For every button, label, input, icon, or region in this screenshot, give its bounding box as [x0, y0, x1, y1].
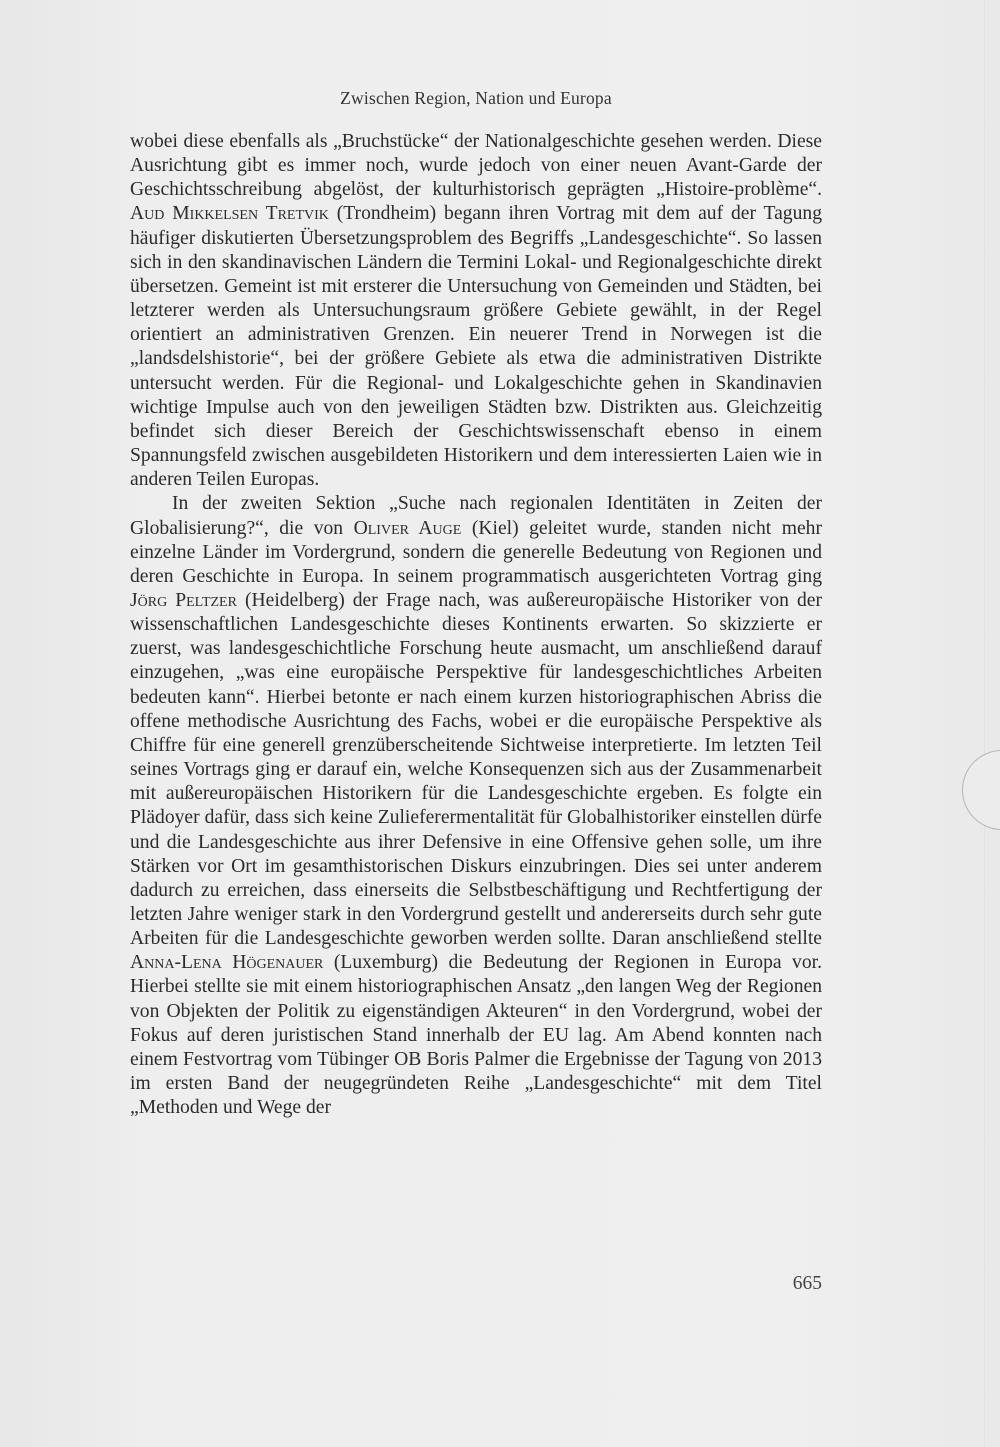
body-text	[130, 130, 822, 1120]
text-segment: (Heidelberg) der Frage nach, was außereuropäische Historiker von der wissenschaftlichen Landesgeschichte dieses Kontinents erwarten. So skizzierte er zuerst, was landesgeschichtliche Forschung heute ausmacht, um anschließend darauf einzugehen, „was eine europäische Perspektive für landesgeschichtliches Arbeiten bedeuten kann“. Hierbei betonte er nach einem kurzen historiographischen Abriss die offene methodische Ausrichtung des Fachs, wobei er die europäische Perspektive als Chiffre für eine generell grenzüberscheitende Sichtweise interpretierte. Im letzten Teil seines Vortrags ging er darauf ein, welche Konsequenzen sich aus der Zusammenarbeit mit außereuropäischen Historikern für die Landesgeschichte ergeben. Es folgte ein Plädoyer dafür, dass sich keine Zulieferermentalität für Globalhistoriker einstellen dürfe und die Landesgeschichte aus ihrer Defensive in eine Offensive gehen solle, um ihre Stärken vor Ort im gesamthistorischen Diskurs einzubringen. Dies sei unter anderem dadurch zu erreichen, dass einerseits die Selbstbeschäftigung und Rechtfertigung der letzten Jahre weniger stark in den Vordergrund gestellt und andererseits durch sehr gute Arbeiten für die Landesgeschichte geworben werden sollte. Daran anschließend stellte	[130, 589, 822, 950]
author-name: Anna-Lena Högenauer	[130, 952, 324, 974]
author-name: Aud Mikkelsen Tretvik	[130, 203, 329, 225]
author-name: Oliver Auge	[353, 517, 462, 539]
text-segment: (Trondheim) begann ihren Vortrag mit dem auf der Tagung häufiger diskutierten Übersetzungsproblem des Begriffs „Landesgeschichte“. So lassen sich in den skandinavischen Ländern die Termini Lokal- und Regionalgeschichte direkt übersetzen. Gemeint ist mit ersterer die Untersuchung von Gemeinden und Städten, bei letzterer werden als Untersuchungsraum größere Gebiete gewählt, in der Regel orientiert an administrativen Grenzen. Ein neuerer Trend in Norwegen ist die „landsdelshistorie“, bei der größere Gebiete als etwa die administrativen Distrikte untersucht werden. Für die Regional- und Lokalgeschichte gehen in Skandinavien wichtige Impulse auch von den jeweiligen Städten bzw. Distrikten aus. Gleichzeitig befindet sich dieser Bereich der Geschichtswissenschaft ebenso in einem Spannungsfeld zwischen ausgebildeten Historikern und dem interessierten Laien wie in anderen Teilen Europas.	[130, 203, 822, 491]
text-segment: In der zweiten Sektion „Suche nach regionalen Identitäten in Zeiten der Globalisierung?“, die von	[130, 493, 822, 539]
text-segment: (Luxemburg) die Bedeutung der Regionen in Europa vor. Hierbei stellte sie mit einem historiographischen Ansatz „den langen Weg der Regionen von Objekten der Politik zu eigenständigen Akteuren“ in den Vordergrund, wobei der Fokus auf deren juristischen Stand innerhalb der EU lag. Am Abend konnten nach einem Festvortrag vom Tübinger OB Boris Palmer die Ergebnisse der Tagung von 2013 im ersten Band der neugegründeten Reihe „Landesgeschichte“ mit dem Titel „Methoden und Wege der	[130, 952, 822, 1119]
running-head: Zwischen Region, Nation und Europa	[340, 88, 612, 108]
text-segment: wobei diese ebenfalls als „Bruchstücke“ der Nationalgeschichte gesehen werden. Diese Ausrichtung gibt es immer noch, wurde jedoch von einer neuen Avant-Garde der Geschichtsschreibung abgelöst, der kulturhistorisch geprägten „Histoire-problème“.	[130, 131, 822, 201]
paragraph-2	[130, 492, 822, 1120]
text-segment: (Kiel) geleitet wurde, standen nicht mehr einzelne Länder im Vordergrund, sondern die generelle Bedeutung von Regionen und deren Geschichte in Europa. In seinem programmatisch ausgerichteten Vortrag ging	[130, 517, 822, 587]
page-number: 665	[792, 1273, 822, 1294]
thumb-index-tab	[962, 750, 1000, 830]
paragraph-1	[130, 130, 822, 492]
author-name: Jörg Peltzer	[130, 589, 237, 611]
page-edge-shadow	[984, 0, 985, 1447]
